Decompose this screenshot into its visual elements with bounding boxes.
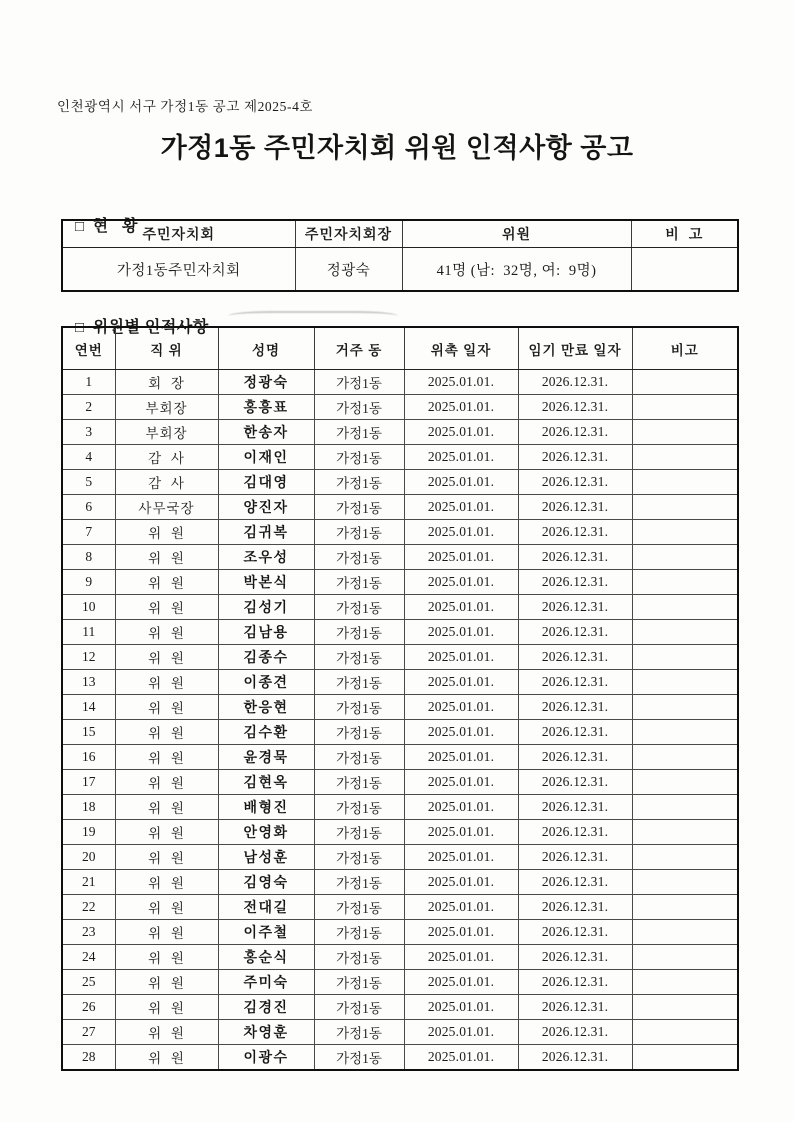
member-appointed-date: 2025.01.01. [404,670,518,695]
table-row [62,670,738,695]
member-appointed-date: 2025.01.01. [404,1020,518,1045]
member-name: 윤경묵 [218,745,314,770]
members-header-note: 비고 [632,327,738,370]
member-appointed-date: 2025.01.01. [404,770,518,795]
page-title: 가정1동 주민자치회 위원 인적사항 공고 [160,133,634,163]
member-appointed-date: 2025.01.01. [404,945,518,970]
member-name: 김경진 [218,995,314,1020]
member-note [632,570,738,595]
member-position: 회 장 [115,370,218,395]
members-header-appointed: 위촉 일자 [404,327,518,370]
member-no: 28 [62,1045,115,1071]
member-dong: 가정1동 [314,895,404,920]
member-dong: 가정1동 [314,395,404,420]
member-no: 9 [62,570,115,595]
member-name: 김남용 [218,620,314,645]
member-note [632,995,738,1020]
member-no: 16 [62,745,115,770]
table-row [62,620,738,645]
status-table-data-row [62,248,738,292]
table-row [62,520,738,545]
member-dong: 가정1동 [314,695,404,720]
member-expire-date: 2026.12.31. [518,645,632,670]
member-no: 27 [62,1020,115,1045]
member-position: 위 원 [115,970,218,995]
members-header-expires: 임기 만료 일자 [518,327,632,370]
member-dong: 가정1동 [314,495,404,520]
member-expire-date: 2026.12.31. [518,545,632,570]
member-expire-date: 2026.12.31. [518,770,632,795]
member-expire-date: 2026.12.31. [518,470,632,495]
member-note [632,420,738,445]
member-appointed-date: 2025.01.01. [404,395,518,420]
status-note-value [631,248,738,292]
member-position: 위 원 [115,745,218,770]
member-dong: 가정1동 [314,1045,404,1071]
member-expire-date: 2026.12.31. [518,670,632,695]
members-table-body [62,370,738,1071]
member-appointed-date: 2025.01.01. [404,695,518,720]
member-name: 이광수 [218,1045,314,1071]
member-name: 한송자 [218,420,314,445]
member-name: 홍순식 [218,945,314,970]
table-row [62,495,738,520]
members-header-dong: 거주 동 [314,327,404,370]
member-position: 위 원 [115,595,218,620]
member-name: 김영숙 [218,870,314,895]
table-row [62,945,738,970]
member-position: 위 원 [115,820,218,845]
member-position: 위 원 [115,770,218,795]
member-position: 감 사 [115,445,218,470]
member-note [632,970,738,995]
table-row [62,820,738,845]
member-no: 2 [62,395,115,420]
member-expire-date: 2026.12.31. [518,395,632,420]
member-no: 3 [62,420,115,445]
member-note [632,445,738,470]
member-note [632,470,738,495]
member-no: 7 [62,520,115,545]
status-table-header-row [62,220,738,248]
table-row [62,995,738,1020]
member-appointed-date: 2025.01.01. [404,845,518,870]
table-row [62,1045,738,1071]
member-position: 위 원 [115,1020,218,1045]
scan-smudge-artifact [228,311,398,321]
member-dong: 가정1동 [314,645,404,670]
member-appointed-date: 2025.01.01. [404,995,518,1020]
member-note [632,645,738,670]
member-appointed-date: 2025.01.01. [404,495,518,520]
member-position: 위 원 [115,670,218,695]
member-no: 25 [62,970,115,995]
member-no: 10 [62,595,115,620]
member-expire-date: 2026.12.31. [518,695,632,720]
member-note [632,370,738,395]
table-row [62,870,738,895]
member-dong: 가정1동 [314,870,404,895]
member-expire-date: 2026.12.31. [518,945,632,970]
member-position: 부회장 [115,420,218,445]
member-name: 양진자 [218,495,314,520]
member-dong: 가정1동 [314,970,404,995]
member-name: 김수환 [218,720,314,745]
member-expire-date: 2026.12.31. [518,920,632,945]
table-row [62,595,738,620]
member-appointed-date: 2025.01.01. [404,970,518,995]
member-dong: 가정1동 [314,420,404,445]
member-no: 5 [62,470,115,495]
section-status-label: 현 황 [92,218,138,235]
member-no: 20 [62,845,115,870]
member-appointed-date: 2025.01.01. [404,520,518,545]
member-no: 6 [62,495,115,520]
member-note [632,770,738,795]
status-members-value: 41명 (남: 32명, 여: 9명) [402,248,631,292]
member-name: 안영화 [218,820,314,845]
table-row [62,1020,738,1045]
member-note [632,520,738,545]
member-dong: 가정1동 [314,920,404,945]
member-dong: 가정1동 [314,570,404,595]
member-position: 위 원 [115,870,218,895]
table-row [62,920,738,945]
member-position: 위 원 [115,570,218,595]
table-row [62,445,738,470]
member-name: 박본식 [218,570,314,595]
member-appointed-date: 2025.01.01. [404,370,518,395]
member-no: 24 [62,945,115,970]
member-name: 남성훈 [218,845,314,870]
member-appointed-date: 2025.01.01. [404,545,518,570]
member-note [632,820,738,845]
member-appointed-date: 2025.01.01. [404,795,518,820]
member-name: 이재인 [218,445,314,470]
member-appointed-date: 2025.01.01. [404,470,518,495]
member-dong: 가정1동 [314,995,404,1020]
member-appointed-date: 2025.01.01. [404,870,518,895]
member-dong: 가정1동 [314,545,404,570]
member-expire-date: 2026.12.31. [518,520,632,545]
member-appointed-date: 2025.01.01. [404,620,518,645]
status-council-value: 가정1동주민자치회 [62,248,295,292]
status-chairman-value: 정광숙 [295,248,402,292]
member-note [632,495,738,520]
member-no: 21 [62,870,115,895]
member-dong: 가정1동 [314,770,404,795]
member-position: 위 원 [115,945,218,970]
members-table-header-row [62,327,738,370]
member-expire-date: 2026.12.31. [518,995,632,1020]
member-note [632,945,738,970]
member-expire-date: 2026.12.31. [518,745,632,770]
member-expire-date: 2026.12.31. [518,870,632,895]
status-table [61,219,739,292]
member-appointed-date: 2025.01.01. [404,920,518,945]
member-dong: 가정1동 [314,1020,404,1045]
member-position: 위 원 [115,845,218,870]
member-position: 위 원 [115,795,218,820]
member-expire-date: 2026.12.31. [518,595,632,620]
member-appointed-date: 2025.01.01. [404,595,518,620]
member-note [632,595,738,620]
member-no: 15 [62,720,115,745]
member-appointed-date: 2025.01.01. [404,445,518,470]
member-dong: 가정1동 [314,595,404,620]
member-appointed-date: 2025.01.01. [404,720,518,745]
member-appointed-date: 2025.01.01. [404,420,518,445]
table-row [62,720,738,745]
member-dong: 가정1동 [314,445,404,470]
status-header-chairman: 주민자치회장 [295,220,402,248]
member-name: 정광숙 [218,370,314,395]
member-position: 부회장 [115,395,218,420]
member-position: 사무국장 [115,495,218,520]
status-header-members: 위원 [402,220,631,248]
member-expire-date: 2026.12.31. [518,1045,632,1071]
member-position: 위 원 [115,995,218,1020]
member-no: 8 [62,545,115,570]
member-name: 김대영 [218,470,314,495]
member-name: 김귀복 [218,520,314,545]
status-header-council: 주민자치회 [62,220,295,248]
member-name: 조우성 [218,545,314,570]
member-position: 위 원 [115,1045,218,1071]
member-expire-date: 2026.12.31. [518,420,632,445]
member-no: 4 [62,445,115,470]
member-dong: 가정1동 [314,370,404,395]
member-position: 위 원 [115,520,218,545]
member-note [632,395,738,420]
members-header-position: 직 위 [115,327,218,370]
member-expire-date: 2026.12.31. [518,495,632,520]
member-no: 1 [62,370,115,395]
member-note [632,1045,738,1071]
member-dong: 가정1동 [314,670,404,695]
member-no: 23 [62,920,115,945]
member-expire-date: 2026.12.31. [518,620,632,645]
member-note [632,670,738,695]
member-dong: 가정1동 [314,745,404,770]
member-no: 17 [62,770,115,795]
member-note [632,620,738,645]
member-expire-date: 2026.12.31. [518,445,632,470]
members-header-name: 성명 [218,327,314,370]
status-header-note: 비 고 [631,220,738,248]
member-expire-date: 2026.12.31. [518,795,632,820]
member-dong: 가정1동 [314,520,404,545]
member-position: 위 원 [115,545,218,570]
member-dong: 가정1동 [314,820,404,845]
table-row [62,695,738,720]
member-note [632,795,738,820]
member-note [632,1020,738,1045]
member-no: 19 [62,820,115,845]
member-appointed-date: 2025.01.01. [404,745,518,770]
square-bullet-icon: □ [75,320,85,336]
member-no: 14 [62,695,115,720]
member-note [632,720,738,745]
member-note [632,745,738,770]
member-name: 홍흥표 [218,395,314,420]
member-no: 11 [62,620,115,645]
table-row [62,570,738,595]
member-dong: 가정1동 [314,720,404,745]
table-row [62,395,738,420]
table-row [62,545,738,570]
table-row [62,895,738,920]
member-position: 위 원 [115,695,218,720]
member-expire-date: 2026.12.31. [518,570,632,595]
member-no: 12 [62,645,115,670]
member-expire-date: 2026.12.31. [518,970,632,995]
member-note [632,545,738,570]
member-dong: 가정1동 [314,945,404,970]
member-no: 22 [62,895,115,920]
member-no: 18 [62,795,115,820]
section-members-label: 위원별 인적사항 [92,319,209,336]
member-dong: 가정1동 [314,620,404,645]
member-expire-date: 2026.12.31. [518,895,632,920]
member-dong: 가정1동 [314,795,404,820]
member-appointed-date: 2025.01.01. [404,645,518,670]
member-position: 위 원 [115,920,218,945]
table-row [62,645,738,670]
member-note [632,695,738,720]
table-row [62,845,738,870]
member-name: 이주철 [218,920,314,945]
members-header-no: 연번 [62,327,115,370]
member-name: 김현옥 [218,770,314,795]
notice-number: 인천광역시 서구 가정1동 공고 제2025-4호 [57,99,314,114]
table-row [62,420,738,445]
member-position: 위 원 [115,895,218,920]
member-expire-date: 2026.12.31. [518,1020,632,1045]
member-position: 위 원 [115,645,218,670]
member-name: 이종견 [218,670,314,695]
square-bullet-icon: □ [75,219,85,235]
member-no: 26 [62,995,115,1020]
member-note [632,870,738,895]
member-dong: 가정1동 [314,845,404,870]
member-position: 위 원 [115,620,218,645]
member-name: 김종수 [218,645,314,670]
member-position: 감 사 [115,470,218,495]
member-name: 김성기 [218,595,314,620]
member-no: 13 [62,670,115,695]
member-appointed-date: 2025.01.01. [404,820,518,845]
member-note [632,920,738,945]
member-expire-date: 2026.12.31. [518,370,632,395]
member-appointed-date: 2025.01.01. [404,570,518,595]
status-table-container [61,219,737,292]
member-dong: 가정1동 [314,470,404,495]
member-name: 배형진 [218,795,314,820]
member-note [632,895,738,920]
member-name: 한응현 [218,695,314,720]
members-table [61,326,739,1071]
table-row [62,745,738,770]
member-expire-date: 2026.12.31. [518,720,632,745]
table-row [62,770,738,795]
member-appointed-date: 2025.01.01. [404,895,518,920]
member-name: 차영훈 [218,1020,314,1045]
member-name: 전대길 [218,895,314,920]
member-name: 주미숙 [218,970,314,995]
table-row [62,795,738,820]
member-appointed-date: 2025.01.01. [404,1045,518,1071]
table-row [62,970,738,995]
member-note [632,845,738,870]
members-table-container [61,326,737,1071]
table-row [62,370,738,395]
table-row [62,470,738,495]
member-expire-date: 2026.12.31. [518,845,632,870]
member-position: 위 원 [115,720,218,745]
member-expire-date: 2026.12.31. [518,820,632,845]
